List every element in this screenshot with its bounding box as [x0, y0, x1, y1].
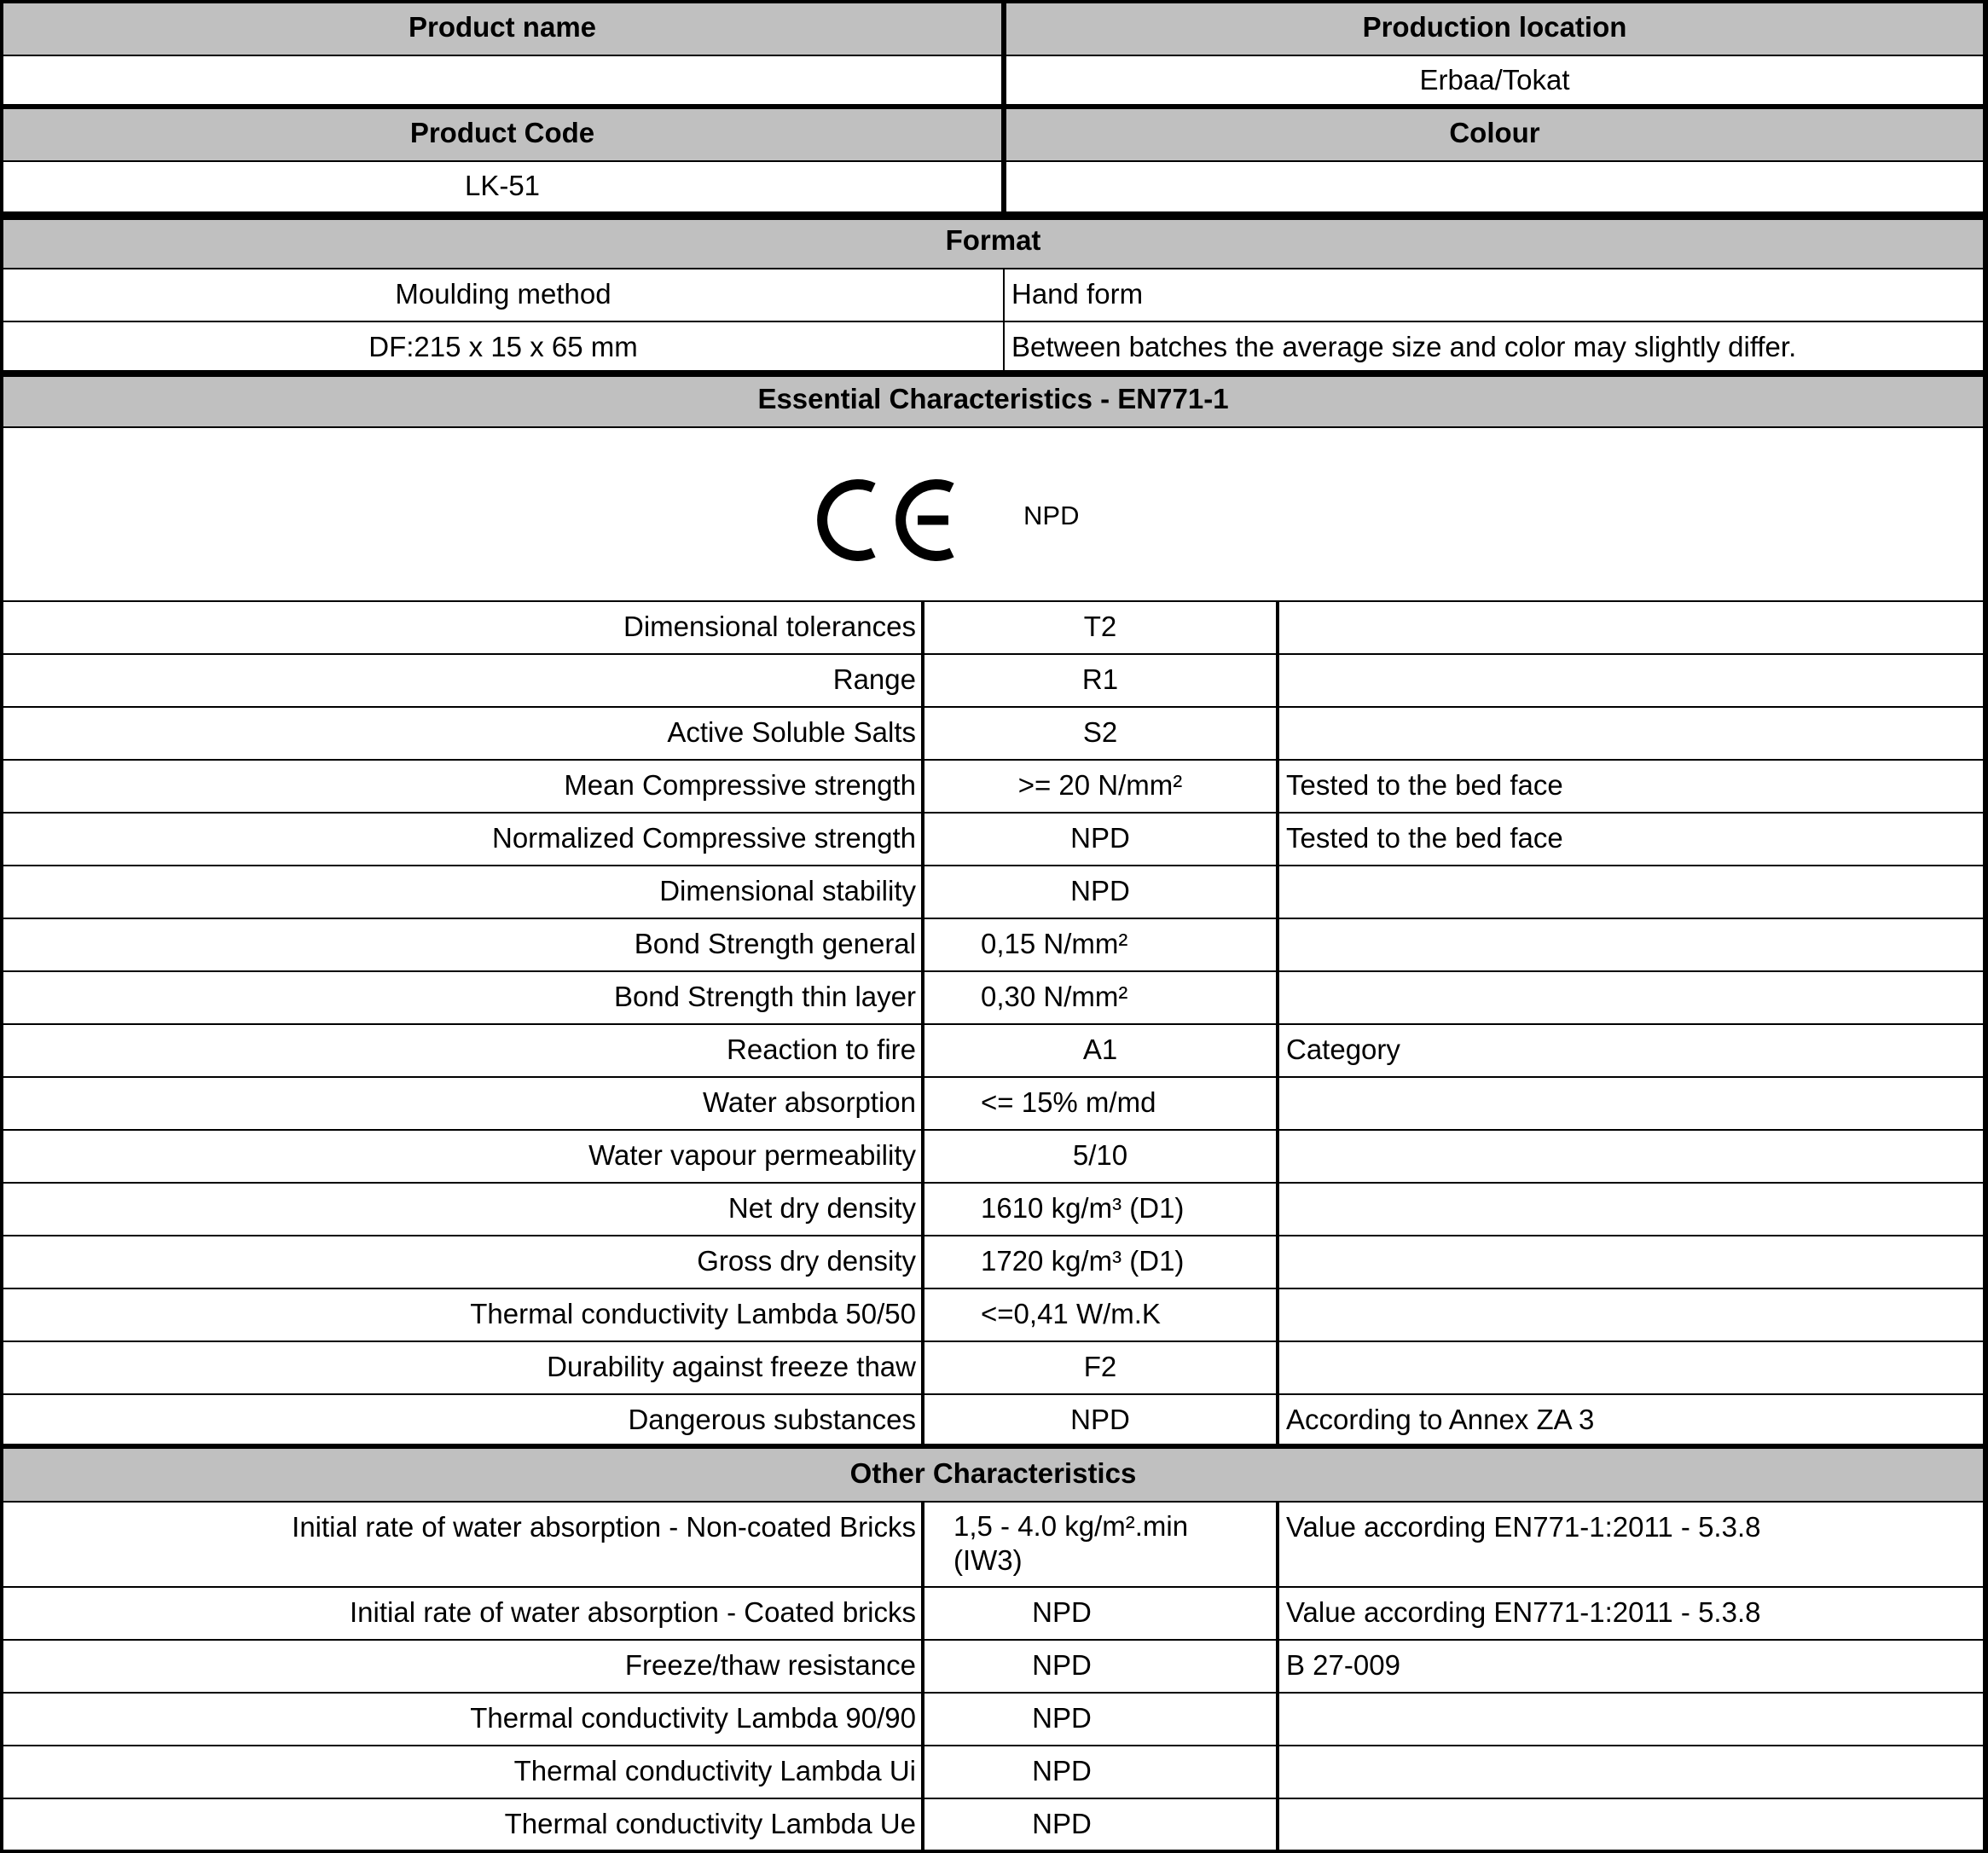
characteristic-label: Mean Compressive strength [3, 761, 924, 814]
characteristic-value: <= 15% m/md [924, 1078, 1279, 1131]
characteristic-value: >= 20 N/mm² [924, 761, 1279, 814]
characteristic-value: A1 [924, 1025, 1279, 1078]
essential-characteristics-header: Essential Characteristics - EN771-1 [3, 375, 1985, 428]
characteristic-label: Water absorption [3, 1078, 924, 1131]
colour-header: Colour [1006, 109, 1985, 162]
characteristic-label: Range [3, 655, 924, 708]
characteristic-label: Thermal conductivity Lambda 90/90 [3, 1694, 924, 1746]
characteristic-label: Reaction to fire [3, 1025, 924, 1078]
section-rule-other [0, 1444, 1988, 1449]
characteristic-note: Tested to the bed face [1279, 761, 1985, 814]
moulding-method-value: Hand form [1005, 269, 1985, 322]
characteristic-label: Dimensional stability [3, 866, 924, 919]
ce-value: NPD [1023, 501, 1080, 530]
product-code-value: LK-51 [3, 162, 1006, 217]
section-rule-essential [0, 372, 1988, 377]
characteristic-label: Gross dry density [3, 1236, 924, 1289]
characteristic-value: NPD [924, 866, 1279, 919]
format-header: Format [3, 217, 1985, 269]
characteristic-label: Initial rate of water absorption - Coated bricks [3, 1588, 924, 1641]
characteristic-label: Normalized Compressive strength [3, 814, 924, 866]
characteristic-label: Bond Strength general [3, 919, 924, 972]
moulding-method-label: Moulding method [3, 269, 1005, 322]
characteristic-value: NPD [924, 814, 1279, 866]
characteristic-value: T2 [924, 602, 1279, 655]
characteristic-value: 1720 kg/m³ (D1) [924, 1236, 1279, 1289]
characteristic-label: Thermal conductivity Lambda Ue [3, 1799, 924, 1852]
format-size-label: DF:215 x 15 x 65 mm [3, 322, 1005, 375]
characteristic-label: Bond Strength thin layer [3, 972, 924, 1025]
characteristic-value: NPD [924, 1746, 1279, 1799]
characteristic-label: Dangerous substances [3, 1395, 924, 1448]
section-rule-format [0, 215, 1988, 220]
product-code-header: Product Code [3, 109, 1006, 162]
characteristic-note: B 27-009 [1279, 1641, 1985, 1694]
characteristic-value: NPD [924, 1694, 1279, 1746]
format-size-note: Between batches the average size and color may slightly differ. [1005, 322, 1985, 375]
characteristic-value: 0,15 N/mm² [924, 919, 1279, 972]
characteristic-label: Net dry density [3, 1184, 924, 1236]
characteristic-label: Dimensional tolerances [3, 602, 924, 655]
characteristic-value: R1 [924, 655, 1279, 708]
characteristic-value: 1,5 - 4.0 kg/m².min (IW3) [924, 1503, 1279, 1588]
characteristic-label: Thermal conductivity Lambda 50/50 [3, 1289, 924, 1342]
characteristic-label: Initial rate of water absorption - Non-coated Bricks [3, 1503, 924, 1588]
characteristic-note: According to Annex ZA 3 [1279, 1395, 1985, 1448]
characteristic-note: Tested to the bed face [1279, 814, 1985, 866]
characteristic-label: Active Soluble Salts [3, 708, 924, 761]
characteristic-label: Thermal conductivity Lambda Ui [3, 1746, 924, 1799]
characteristic-label: Water vapour permeability [3, 1131, 924, 1184]
characteristic-value: 0,30 N/mm² [924, 972, 1279, 1025]
characteristic-value: NPD [924, 1588, 1279, 1641]
characteristic-note: Value according EN771-1:2011 - 5.3.8 [1279, 1503, 1985, 1588]
characteristic-value: NPD [924, 1641, 1279, 1694]
characteristic-value: NPD [924, 1799, 1279, 1852]
characteristic-value: S2 [924, 708, 1279, 761]
characteristic-label: Durability against freeze thaw [3, 1342, 924, 1395]
characteristic-note: Category [1279, 1025, 1985, 1078]
other-characteristics-header: Other Characteristics [3, 1448, 1985, 1503]
characteristic-value: NPD [924, 1395, 1279, 1448]
production-location-value: Erbaa/Tokat [1006, 56, 1985, 109]
characteristic-value: 1610 kg/m³ (D1) [924, 1184, 1279, 1236]
characteristic-note: Value according EN771-1:2011 - 5.3.8 [1279, 1588, 1985, 1641]
production-location-header: Production location [1006, 3, 1985, 56]
characteristic-label: Freeze/thaw resistance [3, 1641, 924, 1694]
product-name-header: Product name [3, 3, 1006, 56]
characteristic-value: F2 [924, 1342, 1279, 1395]
characteristic-value: 5/10 [924, 1131, 1279, 1184]
characteristic-value: <=0,41 W/m.K [924, 1289, 1279, 1342]
